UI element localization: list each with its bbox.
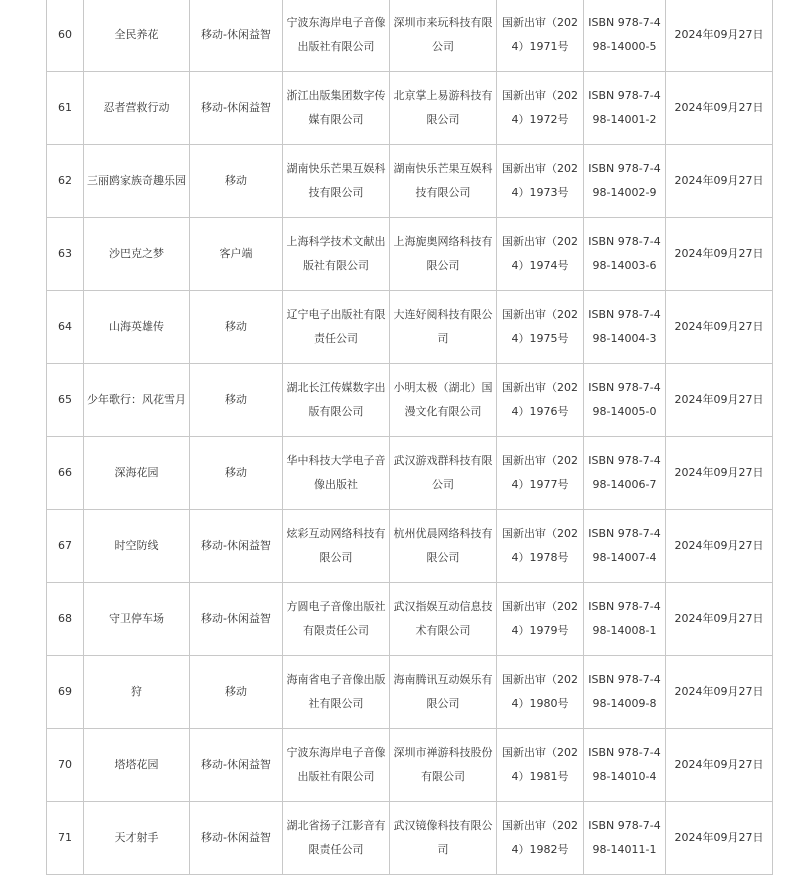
game-name: 忍者营救行动 xyxy=(84,72,190,145)
publisher-name: 上海科学技术文献出版社有限公司 xyxy=(283,218,390,291)
game-category: 移动 xyxy=(190,656,283,729)
isbn-number: ISBN 978-7-498-14009-8 xyxy=(584,656,666,729)
approval-number: 国新出审（2024）1975号 xyxy=(497,291,584,364)
row-number: 69 xyxy=(47,656,84,729)
approval-date: 2024年09月27日 xyxy=(666,145,773,218)
isbn-number: ISBN 978-7-498-14004-3 xyxy=(584,291,666,364)
approval-date: 2024年09月27日 xyxy=(666,729,773,802)
approval-date: 2024年09月27日 xyxy=(666,291,773,364)
publisher-name: 湖北长江传媒数字出版有限公司 xyxy=(283,364,390,437)
isbn-number: ISBN 978-7-498-14007-4 xyxy=(584,510,666,583)
row-number: 62 xyxy=(47,145,84,218)
approval-date: 2024年09月27日 xyxy=(666,510,773,583)
approval-date: 2024年09月27日 xyxy=(666,437,773,510)
table-row xyxy=(47,0,773,72)
game-name: 守卫停车场 xyxy=(84,583,190,656)
game-name: 三丽鸥家族奇趣乐园 xyxy=(84,145,190,218)
game-name: 全民养花 xyxy=(84,0,190,72)
game-category: 移动-休闲益智 xyxy=(190,72,283,145)
game-category: 移动-休闲益智 xyxy=(190,583,283,656)
game-category: 移动 xyxy=(190,364,283,437)
table-row xyxy=(47,437,773,510)
row-number: 60 xyxy=(47,0,84,72)
approval-number: 国新出审（2024）1981号 xyxy=(497,729,584,802)
approval-number: 国新出审（2024）1979号 xyxy=(497,583,584,656)
approval-number: 国新出审（2024）1976号 xyxy=(497,364,584,437)
row-number: 66 xyxy=(47,437,84,510)
row-number: 67 xyxy=(47,510,84,583)
publisher-name: 炫彩互动网络科技有限公司 xyxy=(283,510,390,583)
approval-table-container xyxy=(46,0,764,875)
row-number: 63 xyxy=(47,218,84,291)
publisher-name: 浙江出版集团数字传媒有限公司 xyxy=(283,72,390,145)
publisher-name: 海南省电子音像出版社有限公司 xyxy=(283,656,390,729)
operator-name: 上海旎奥网络科技有限公司 xyxy=(390,218,497,291)
publisher-name: 华中科技大学电子音像出版社 xyxy=(283,437,390,510)
operator-name: 大连好阅科技有限公司 xyxy=(390,291,497,364)
game-category: 客户端 xyxy=(190,218,283,291)
isbn-number: ISBN 978-7-498-14010-4 xyxy=(584,729,666,802)
approval-number: 国新出审（2024）1978号 xyxy=(497,510,584,583)
approval-number: 国新出审（2024）1971号 xyxy=(497,0,584,72)
approval-date: 2024年09月27日 xyxy=(666,364,773,437)
table-row xyxy=(47,510,773,583)
table-row xyxy=(47,145,773,218)
approval-number: 国新出审（2024）1973号 xyxy=(497,145,584,218)
approval-table-body xyxy=(47,0,773,875)
table-row xyxy=(47,291,773,364)
row-number: 64 xyxy=(47,291,84,364)
approval-date: 2024年09月27日 xyxy=(666,656,773,729)
isbn-number: ISBN 978-7-498-14002-9 xyxy=(584,145,666,218)
table-row xyxy=(47,218,773,291)
isbn-number: ISBN 978-7-498-14005-0 xyxy=(584,364,666,437)
isbn-number: ISBN 978-7-498-14000-5 xyxy=(584,0,666,72)
approval-date: 2024年09月27日 xyxy=(666,0,773,72)
operator-name: 深圳市来玩科技有限公司 xyxy=(390,0,497,72)
operator-name: 武汉镜像科技有限公司 xyxy=(390,802,497,875)
game-category: 移动-休闲益智 xyxy=(190,802,283,875)
approval-date: 2024年09月27日 xyxy=(666,218,773,291)
publisher-name: 辽宁电子出版社有限责任公司 xyxy=(283,291,390,364)
publisher-name: 宁波东海岸电子音像出版社有限公司 xyxy=(283,0,390,72)
isbn-number: ISBN 978-7-498-14006-7 xyxy=(584,437,666,510)
game-category: 移动 xyxy=(190,437,283,510)
operator-name: 海南腾讯互动娱乐有限公司 xyxy=(390,656,497,729)
game-category: 移动-休闲益智 xyxy=(190,0,283,72)
approval-number: 国新出审（2024）1982号 xyxy=(497,802,584,875)
row-number: 68 xyxy=(47,583,84,656)
isbn-number: ISBN 978-7-498-14001-2 xyxy=(584,72,666,145)
game-approval-table xyxy=(46,0,773,875)
game-name: 时空防线 xyxy=(84,510,190,583)
operator-name: 杭州优晨网络科技有限公司 xyxy=(390,510,497,583)
game-category: 移动-休闲益智 xyxy=(190,729,283,802)
approval-date: 2024年09月27日 xyxy=(666,72,773,145)
game-name: 少年歌行：风花雪月 xyxy=(84,364,190,437)
game-category: 移动-休闲益智 xyxy=(190,510,283,583)
isbn-number: ISBN 978-7-498-14003-6 xyxy=(584,218,666,291)
row-number: 61 xyxy=(47,72,84,145)
row-number: 65 xyxy=(47,364,84,437)
table-row xyxy=(47,802,773,875)
publisher-name: 方圆电子音像出版社有限责任公司 xyxy=(283,583,390,656)
game-name: 沙巴克之梦 xyxy=(84,218,190,291)
game-name: 塔塔花园 xyxy=(84,729,190,802)
isbn-number: ISBN 978-7-498-14011-1 xyxy=(584,802,666,875)
publisher-name: 宁波东海岸电子音像出版社有限公司 xyxy=(283,729,390,802)
publisher-name: 湖南快乐芒果互娱科技有限公司 xyxy=(283,145,390,218)
operator-name: 武汉指娱互动信息技术有限公司 xyxy=(390,583,497,656)
row-number: 71 xyxy=(47,802,84,875)
approval-number: 国新出审（2024）1972号 xyxy=(497,72,584,145)
game-name: 深海花园 xyxy=(84,437,190,510)
operator-name: 小明太极（湖北）国漫文化有限公司 xyxy=(390,364,497,437)
publisher-name: 湖北省扬子江影音有限责任公司 xyxy=(283,802,390,875)
game-category: 移动 xyxy=(190,145,283,218)
operator-name: 深圳市禅游科技股份有限公司 xyxy=(390,729,497,802)
approval-date: 2024年09月27日 xyxy=(666,802,773,875)
operator-name: 武汉游戏群科技有限公司 xyxy=(390,437,497,510)
table-row xyxy=(47,583,773,656)
game-name: 天才射手 xyxy=(84,802,190,875)
approval-number: 国新出审（2024）1977号 xyxy=(497,437,584,510)
table-row xyxy=(47,656,773,729)
game-name: 狩 xyxy=(84,656,190,729)
game-category: 移动 xyxy=(190,291,283,364)
approval-date: 2024年09月27日 xyxy=(666,583,773,656)
row-number: 70 xyxy=(47,729,84,802)
table-row xyxy=(47,729,773,802)
approval-number: 国新出审（2024）1980号 xyxy=(497,656,584,729)
operator-name: 湖南快乐芒果互娱科技有限公司 xyxy=(390,145,497,218)
approval-number: 国新出审（2024）1974号 xyxy=(497,218,584,291)
table-row xyxy=(47,364,773,437)
isbn-number: ISBN 978-7-498-14008-1 xyxy=(584,583,666,656)
table-row xyxy=(47,72,773,145)
operator-name: 北京掌上易游科技有限公司 xyxy=(390,72,497,145)
game-name: 山海英雄传 xyxy=(84,291,190,364)
